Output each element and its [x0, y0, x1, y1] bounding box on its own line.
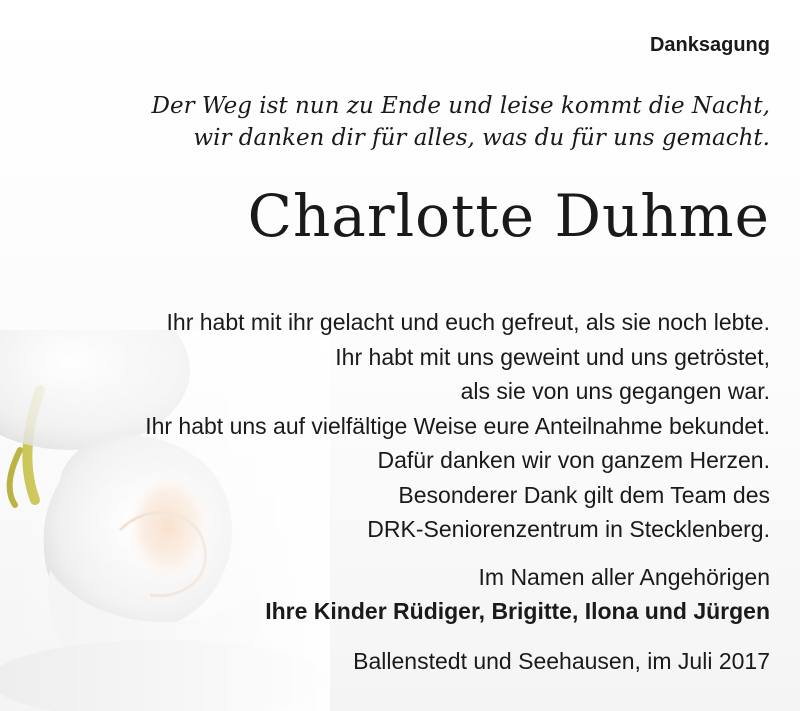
- message-line: Besonderer Dank gilt dem Team des: [398, 481, 770, 508]
- message-line: Ihr habt mit ihr gelacht und euch gefreut, als sie noch lebte.: [166, 309, 770, 335]
- message-line: Ihr habt uns auf vielfältige Weise eure Anteilnahme bekundet.: [145, 412, 770, 439]
- message-line: Dafür danken wir von ganzem Herzen.: [377, 447, 770, 473]
- deceased-name: Charlotte Duhme: [247, 182, 770, 250]
- thank-you-message: [10, 305, 770, 547]
- heading-danksagung: Danksagung: [649, 34, 770, 56]
- message-line: als sie von uns gegangen war.: [460, 378, 770, 404]
- signature-block: [170, 560, 770, 628]
- message-line: Ihr habt mit uns geweint und uns getröstet,: [335, 343, 770, 370]
- poem-verse: [30, 90, 770, 154]
- signature-names: Ihre Kinder Rüdiger, Brigitte, Ilona und Jürgen: [265, 598, 770, 624]
- message-line: DRK-Seniorenzentrum in Stecklenberg.: [367, 516, 770, 542]
- signature-intro: Im Namen aller Angehörigen: [478, 564, 770, 590]
- verse-line: Der Weg ist nun zu Ende und leise kommt die Nacht,: [151, 93, 770, 119]
- place-and-date: Ballenstedt und Seehausen, im Juli 2017: [353, 648, 770, 674]
- verse-line: wir danken dir für alles, was du für uns gemacht.: [193, 125, 770, 151]
